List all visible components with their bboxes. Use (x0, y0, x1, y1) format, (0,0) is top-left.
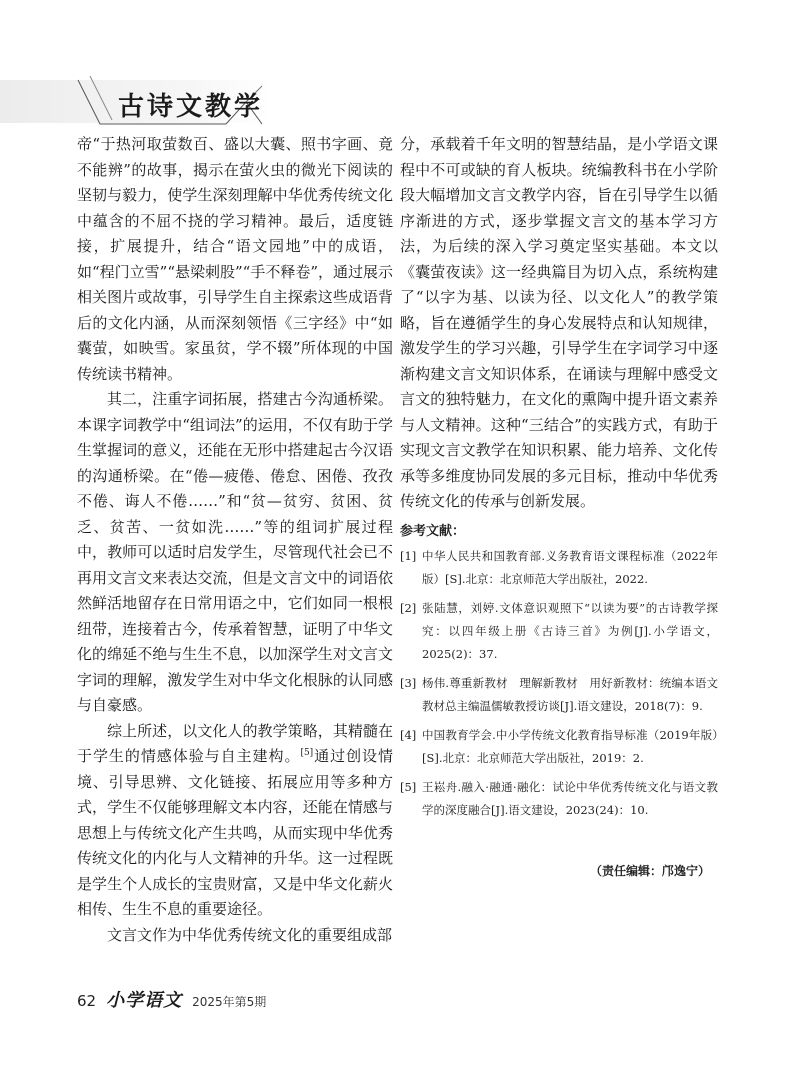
citation-marker: [5] (300, 748, 314, 758)
reference-text: 王崧舟.融入·融通·融化：试论中华优秀传统文化与语文教学的深度融合[J].语文建设，2023(24)：10. (422, 780, 718, 817)
journal-logo: 小学语文 (106, 990, 183, 1011)
left-paragraph-2: 其二，注重字词拓展，搭建古今沟通桥梁。本课字词教学中“组词法”的运用，不仅有助于学生掌握词的意义，还能在无形中搭建起古今汉语的沟通桥梁。在“倦—疲倦、倦怠、困倦、孜孜不倦、诲人不倦……”和“贫—贫穷、贫困、贫乏、贫苦、一贫如洗……”等的组词扩展过程中，教师可以适时启发学生，尽管现代社会已不再用文言文来表达交流，但是文言文中的词语依然鲜活地留存在日常用语之中，它们如同一根根纽带，连接着古今，传承着智慧，证明了中华文化的绵延不绝与生生不息，以加深学生对文言文字词的理解，激发学生对中华文化根脉的认同感与自豪感。 (77, 390, 393, 714)
references-section (400, 520, 718, 828)
references-heading: 参考文献： (400, 524, 466, 539)
reference-item (400, 672, 718, 718)
reference-item (400, 724, 718, 770)
editor-credit: （责任编辑：邝逸宁） (589, 864, 710, 878)
page-number: 62 (77, 992, 97, 1010)
reference-number: [1] (400, 549, 417, 563)
reference-item (400, 545, 718, 591)
issue-label: 2025年第5期 (192, 995, 267, 1009)
reference-text: 杨伟.尊重新教材 理解新教材 用好新教材：统编本语文教材总主编温儒敏教授访谈[J].语文建设，2018(7)：9. (422, 676, 718, 713)
reference-number: [4] (400, 728, 417, 742)
reference-number: [3] (400, 676, 417, 690)
reference-item (400, 597, 718, 666)
section-title: 古诗文教学 (118, 92, 264, 122)
right-paragraph-1: 分，承载着千年文明的智慧结晶，是小学语文课程中不可或缺的育人板块。统编教科书在小学阶段大幅增加文言文教学内容，旨在引导学生以循序渐进的方式，逐步掌握文言文的基本学习方法，为后续的深入学习奠定坚实基础。本文以《囊萤夜读》这一经典篇目为切入点，系统构建了“以字为基、以读为径、以文化人”的教学策略，旨在遵循学生的身心发展特点和认知规律，激发学生的学习兴趣，引导学生在字词学习中逐渐构建文言文知识体系，在诵读与理解中感受文言文的独特魅力，在文化的熏陶中提升语文素养与人文精神。这种“三结合”的实践方式，有助于实现文言文教学在知识积累、能力培养、文化传承等多维度协同发展的多元目标，推动中华优秀传统文化的传承与创新发展。 (400, 135, 718, 510)
reference-text: 张陆慧，刘婷.文体意识观照下“以读为要”的古诗教学探究：以四年级上册《古诗三首》为例[J].小学语文，2025(2)：37. (422, 601, 718, 661)
left-paragraph-1: 帝“于热河取萤数百、盛以大囊、照书字画、竟不能辨”的故事，揭示在萤火虫的微光下阅读的坚韧与毅力，使学生深刻理解中华优秀传统文化中蕴含的不屈不挠的学习精神。最后，适度链接，扩展提升，结合“语文园地”中的成语，如“程门立雪”“悬梁刺股”“手不释卷”，通过展示相关图片或故事，引导学生自主探索这些成语背后的文化内涵，从而深刻领悟《三字经》中“如囊萤，如映雪。家虽贫，学不辍”所体现的中国传统读书精神。 (77, 135, 394, 383)
reference-text: 中国教育学会.中小学传统文化教育指导标准（2019年版）[S].北京：北京师范大学出版社，2019：2. (422, 728, 718, 765)
right-column (400, 132, 718, 515)
reference-number: [2] (400, 601, 417, 615)
reference-item (400, 776, 718, 822)
reference-number: [5] (400, 780, 417, 794)
left-paragraph-3 (77, 719, 393, 923)
left-paragraph-4: 文言文作为中华优秀传统文化的重要组成部 (107, 925, 393, 944)
reference-text: 中华人民共和国教育部.义务教育语文课程标准（2022年版）[S].北京：北京师范大学出版社，2022. (422, 549, 718, 586)
left-paragraph-3-part-b: 通过创设情境、引导思辨、文化链接、拓展应用等多种方式，学生不仅能够理解文本内容，还能在情感与思想上与传统文化产生共鸣，从而实现中华优秀传统文化的内化与人文精神的升华。这一过程既是学生个人成长的宝贵财富，又是中华文化薪火相传、生生不息的重要途径。 (77, 747, 393, 918)
left-column (77, 132, 393, 948)
left-paragraph-3-part-a: 综上所述，以文化人的教学策略，其精髓在于学生的情感体验与自主建构。 (77, 721, 393, 765)
page-footer (77, 986, 266, 1012)
